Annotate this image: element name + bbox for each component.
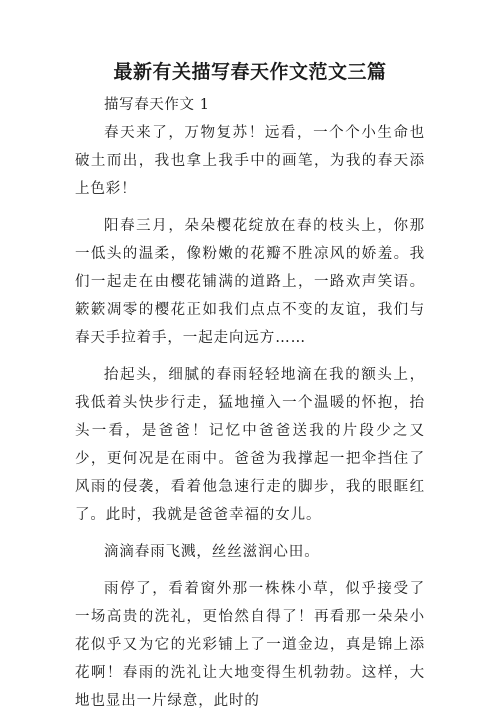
paragraph-5: 雨停了，看着窗外那一株株小草，似乎接受了一场高贵的洗礼，更怡然自得了！再看那一朵朵小花似乎又为它的光彩铺上了一道金边，真是锦上添花啊！春雨的洗礼让大地变得生机勃勃。这样，大地也显出一片绿意，此时的 — [75, 581, 425, 709]
paragraph-3: 抬起头，细腻的春雨轻轻地滴在我的额头上，我低着头快步行走，猛地撞入一个温暖的怀抱，抬头一看，是爸爸！记忆中爸爸送我的片段少之又少，更何况是在雨中。爸爸为我撑起一把伞挡住了风雨的侵袭，看着他急速行走的脚步，我的眼眶红了。此时，我就是爸爸幸福的女儿。 — [75, 367, 425, 523]
document-title: 最新有关描写春天作文范文三篇 — [113, 61, 387, 83]
paragraph-1: 春天来了，万物复苏！远看，一个个小生命也破土而出，我也拿上我手中的画笔，为我的春天添上色彩！ — [75, 125, 425, 197]
paragraph-4: 滴滴春雨飞溅，丝丝滋润心田。 — [104, 544, 320, 560]
essay-subtitle: 描写春天作文 1 — [104, 97, 210, 113]
paragraph-2: 阳春三月，朵朵樱花绽放在春的枝头上，你那一低头的温柔，像粉嫩的花瓣不胜凉风的娇羞。我们一起走在由樱花铺满的道路上，一路欢声笑语。簌簌凋零的樱花正如我们点点不变的友谊，我们与春天手拉着手，一起走向远方…… — [75, 218, 425, 346]
essay-body — [75, 119, 425, 724]
